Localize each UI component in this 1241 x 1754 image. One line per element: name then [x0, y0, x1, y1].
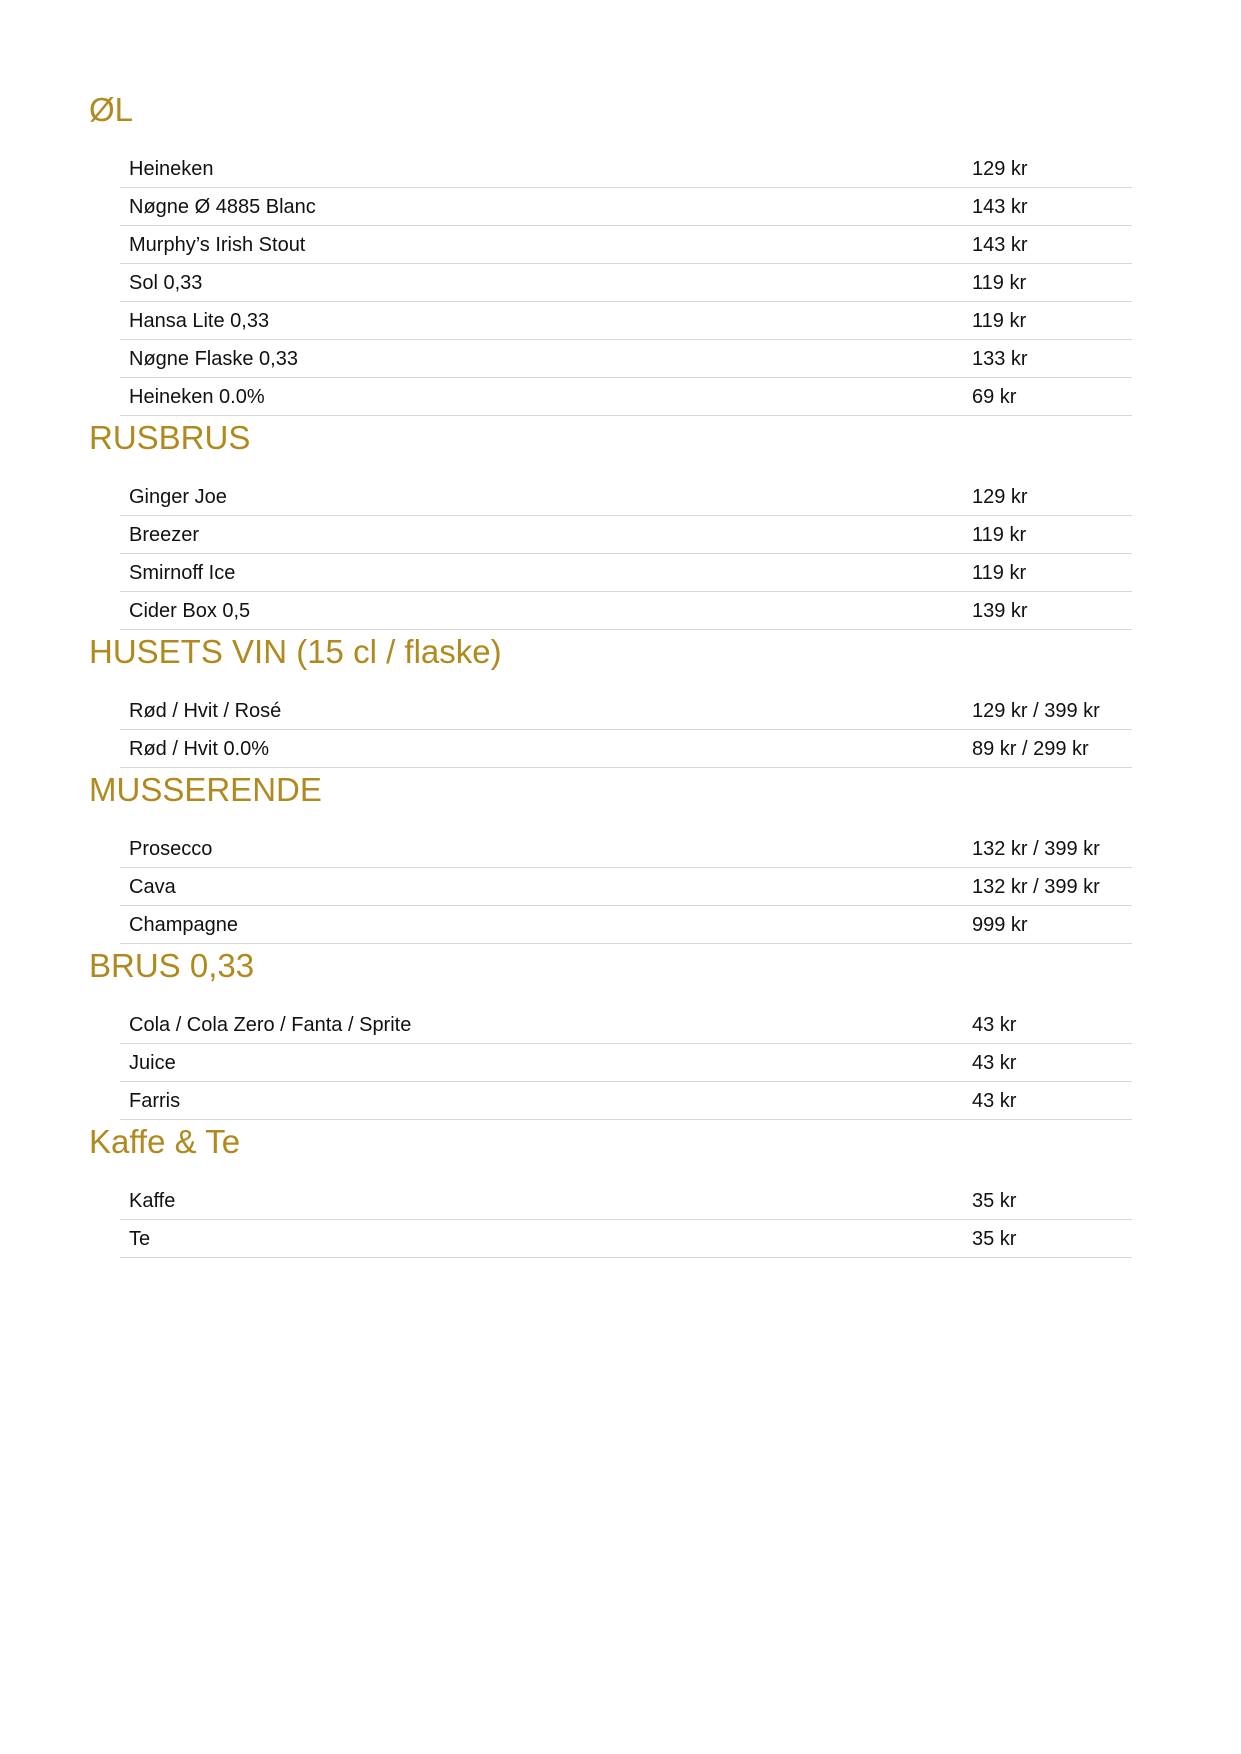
item-price: 69 kr	[972, 386, 1017, 408]
item-price: 35 kr	[972, 1228, 1017, 1250]
menu-item-row	[120, 592, 1132, 630]
item-name: Nøgne Flaske 0,33	[129, 348, 298, 370]
item-price: 119 kr	[972, 562, 1027, 584]
menu-item-row	[120, 302, 1132, 340]
section-title: ØL	[89, 91, 134, 128]
menu-item-row	[120, 1006, 1132, 1044]
section-title: RUSBRUS	[89, 419, 251, 456]
item-price: 132 kr / 399 kr	[972, 876, 1100, 898]
menu-item-row	[120, 692, 1132, 730]
item-name: Breezer	[129, 524, 200, 546]
item-name: Champagne	[129, 914, 238, 936]
item-name: Ginger Joe	[129, 486, 227, 508]
item-price: 143 kr	[972, 196, 1028, 218]
item-name: Heineken 0.0%	[129, 386, 265, 408]
item-name: Juice	[129, 1052, 176, 1074]
item-name: Heineken	[129, 158, 214, 180]
item-name: Nøgne Ø 4885 Blanc	[129, 196, 316, 218]
item-name: Rød / Hvit 0.0%	[129, 738, 270, 760]
section-title: HUSETS VIN (15 cl / flaske)	[89, 633, 502, 670]
item-name: Hansa Lite 0,33	[129, 310, 270, 332]
menu-item-row	[120, 516, 1132, 554]
menu-item-row	[120, 1220, 1132, 1258]
item-price: 119 kr	[972, 272, 1027, 294]
item-price: 129 kr	[972, 158, 1028, 180]
item-name: Cava	[129, 876, 176, 898]
item-name: Kaffe	[129, 1190, 176, 1212]
item-price: 139 kr	[972, 600, 1028, 622]
menu-item-row	[120, 378, 1132, 416]
item-name: Smirnoff Ice	[129, 562, 236, 584]
menu-item-row	[120, 264, 1132, 302]
menu-item-row	[120, 1082, 1132, 1120]
menu-item-row	[120, 150, 1132, 188]
item-name: Cider Box 0,5	[129, 600, 251, 622]
menu-item-row	[120, 226, 1132, 264]
menu-item-row	[120, 554, 1132, 592]
item-price: 132 kr / 399 kr	[972, 838, 1100, 860]
section-title: BRUS 0,33	[89, 947, 255, 984]
menu-item-row	[120, 906, 1132, 944]
menu-item-row	[120, 730, 1132, 768]
menu-item-row	[120, 340, 1132, 378]
item-name: Rød / Hvit / Rosé	[129, 700, 282, 722]
item-name: Cola / Cola Zero / Fanta / Sprite	[129, 1014, 412, 1036]
item-price: 129 kr	[972, 486, 1028, 508]
item-price: 119 kr	[972, 310, 1027, 332]
item-price: 133 kr	[972, 348, 1028, 370]
item-name: Murphy’s Irish Stout	[129, 234, 306, 256]
item-price: 143 kr	[972, 234, 1028, 256]
menu-item-row	[120, 478, 1132, 516]
item-price: 119 kr	[972, 524, 1027, 546]
item-price: 999 kr	[972, 914, 1028, 936]
item-name: Te	[129, 1228, 151, 1250]
item-price: 43 kr	[972, 1052, 1017, 1074]
item-price: 35 kr	[972, 1190, 1017, 1212]
item-name: Prosecco	[129, 838, 213, 860]
menu-item-row	[120, 1044, 1132, 1082]
item-price: 89 kr / 299 kr	[972, 738, 1089, 760]
section-title: MUSSERENDE	[89, 771, 322, 808]
menu-item-row	[120, 188, 1132, 226]
item-name: Farris	[129, 1090, 181, 1112]
menu-item-row	[120, 830, 1132, 868]
menu-item-row	[120, 1182, 1132, 1220]
item-name: Sol 0,33	[129, 272, 203, 294]
item-price: 129 kr / 399 kr	[972, 700, 1100, 722]
item-price: 43 kr	[972, 1090, 1017, 1112]
section-title: Kaffe & Te	[89, 1123, 241, 1160]
item-price: 43 kr	[972, 1014, 1017, 1036]
menu-item-row	[120, 868, 1132, 906]
